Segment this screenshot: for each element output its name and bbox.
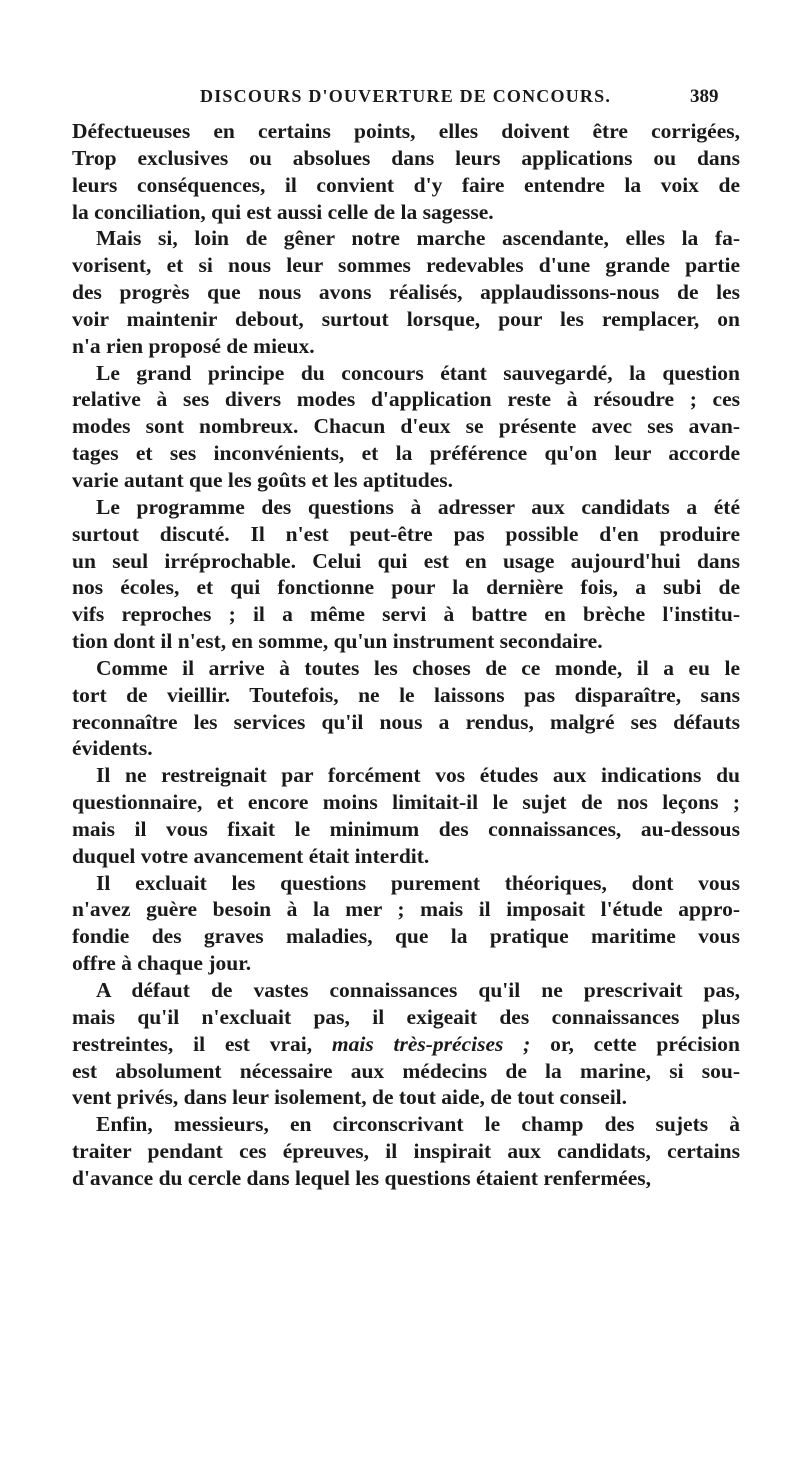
text-line: tort de vieillir. Toutefois, ne le laissons pas disparaître, sans [72,682,740,707]
text-line: varie autant que les goûts et les aptitudes. [72,467,454,492]
text-line: Trop exclusives ou absolues dans leurs applications ou dans [72,145,740,170]
page-number: 389 [690,86,719,107]
body-text [72,118,740,1448]
text-line: n'a rien proposé de mieux. [72,333,315,358]
paragraph [72,494,740,655]
italic-emphasis: mais très-précises ; [331,1031,531,1056]
text-line: vorisent, et si nous leur sommes redevables d'une grande partie [72,253,740,278]
text-line [72,1031,740,1058]
text-line: mais il vous fixait le minimum des connaissances, au-dessous [72,816,740,841]
text-line: leurs conséquences, il convient d'y faire entendre la voix de [72,172,740,197]
text-line: Comme il arrive à toutes les choses de ce monde, il a eu le [96,655,740,680]
running-title: DISCOURS D'OUVERTURE DE CONCOURS. [200,86,612,106]
text-line: reconnaître les services qu'il nous a rendus, malgré ses défauts [72,709,740,734]
text-line: est absolument nécessaire aux médecins de la marine, si sou- [72,1058,740,1083]
text-line: Enfin, messieurs, en circonscrivant le champ des sujets à [96,1112,740,1137]
text-segment: restreintes, il est vrai, [72,1031,332,1056]
text-line: A défaut de vastes connaissances qu'il ne prescrivait pas, [96,978,740,1002]
text-line: modes sont nombreux. Chacun d'eux se présente avec ses avan- [72,414,740,439]
paragraph [72,870,740,977]
text-segment: or, cette précision [530,1031,740,1056]
text-line: surtout discuté. Il n'est peut-être pas possible d'en produire [72,521,740,546]
text-line: évidents. [72,736,153,761]
text-line: duquel votre avancement était interdit. [72,843,430,868]
text-line: tion dont il n'est, en somme, qu'un instrument secondaire. [72,629,603,654]
text-line: questionnaire, et encore moins limitait-il le sujet de nos leçons ; [72,790,740,815]
paragraph [72,977,740,1111]
text-line: traiter pendant ces épreuves, il inspirait aux candidats, certains [72,1139,740,1164]
running-header [0,86,800,116]
paragraph [72,225,740,359]
text-line: Il ne restreignait par forcément vos études aux indications du [96,763,740,788]
text-line: fondie des graves maladies, que la pratique maritime vous [72,924,740,949]
paragraph [72,655,740,762]
text-line: mais qu'il n'excluait pas, il exigeait des connaissances plus [72,1004,740,1029]
text-line: Mais si, loin de gêner notre marche ascendante, elles la fa- [96,226,740,251]
text-line: vent privés, dans leur isolement, de tout aide, de tout conseil. [72,1085,628,1110]
text-line: Le programme des questions à adresser aux candidats a été [96,494,740,519]
text-line: Défectueuses en certains points, elles doivent être corrigées, [72,119,740,143]
text-line: voir maintenir debout, surtout lorsque, pour les remplacer, on [72,306,740,331]
text-line: d'avance du cercle dans lequel les questions étaient renfermées, [72,1165,652,1190]
text-line: tages et ses inconvénients, et la préférence qu'on leur accorde [72,441,740,466]
paragraph [72,360,740,494]
text-line: la conciliation, qui est aussi celle de la sagesse. [72,199,494,224]
text-line: n'avez guère besoin à la mer ; mais il imposait l'étude appro- [72,897,740,922]
paragraph [72,762,740,869]
text-line: Le grand principe du concours étant sauvegardé, la question [96,360,740,385]
text-line: Il excluait les questions purement théoriques, dont vous [96,870,740,895]
paragraph [72,1111,740,1192]
text-line: des progrès que nous avons réalisés, applaudissons-nous de les [72,280,740,305]
text-line: offre à chaque jour. [72,951,252,976]
text-line: un seul irréprochable. Celui qui est en usage aujourd'hui dans [72,548,740,573]
text-line: nos écoles, et qui fonctionne pour la dernière fois, a subi de [72,575,740,600]
paragraph [72,118,740,225]
text-line: relative à ses divers modes d'application reste à résoudre ; ces [72,387,740,412]
text-line: vifs reproches ; il a même servi à battre en brèche l'institu- [72,602,740,627]
